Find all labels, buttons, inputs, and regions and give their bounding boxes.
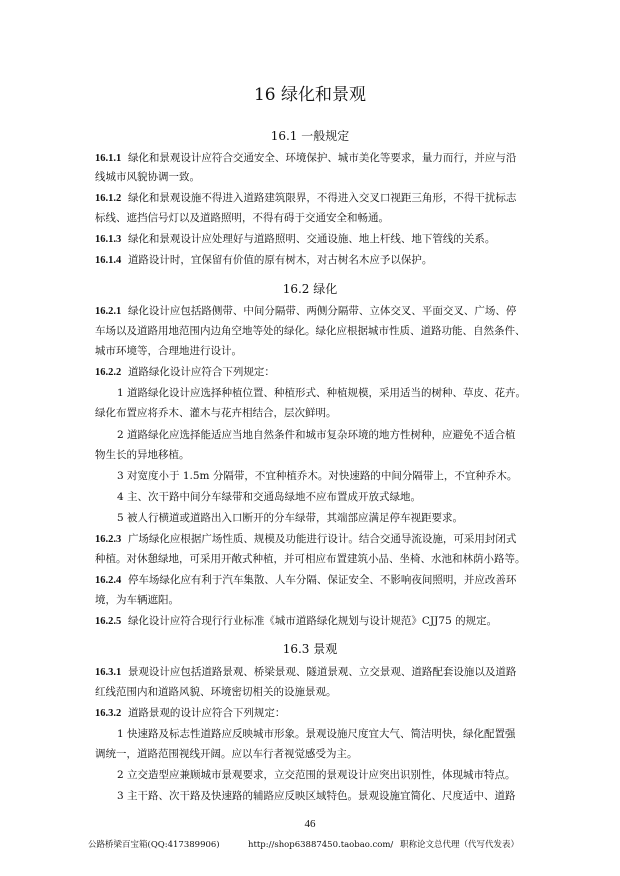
clause-line — [95, 232, 495, 247]
clause-line — [95, 253, 432, 268]
clause-line: 红线范围内和道路风貌、环境密切相关的设施景观。 — [95, 686, 337, 698]
footer-link[interactable]: http://shop63887450.taobao.com/ — [248, 840, 394, 850]
clause-number: 16.1.1 — [95, 153, 122, 164]
list-line: 4 主、次干路中间分车绿带和交通岛绿地不应布置成开放式绿地。 — [117, 491, 422, 503]
clause-number: 16.3.1 — [95, 667, 122, 678]
clause-line: 境，为车辆遮阳。 — [95, 594, 179, 606]
list-line: 调统一，道路范围视线开阔。应以车行者视觉感受为主。 — [95, 748, 358, 760]
clause-text: 景观设计应包括道路景观、桥梁景观、隧道景观、立交景观、道路配套设施以及道路 — [127, 666, 517, 678]
clause-text: 广场绿化应根据广场性质、规模及功能进行设计。结合交通导流设施，可采用封闭式 — [127, 533, 517, 545]
list-line: 物生长的异地移植。 — [95, 449, 190, 461]
clause-line — [95, 706, 285, 721]
clause-number: 16.2.5 — [95, 616, 122, 627]
clause-number: 16.2.2 — [95, 367, 122, 378]
clause-number: 16.1.4 — [95, 255, 122, 266]
clause-line — [95, 304, 516, 319]
clause-line — [95, 614, 497, 629]
clause-number: 16.1.3 — [95, 234, 122, 245]
list-line: 3 对宽度小于 1.5m 分隔带，不宜种植乔木。对快速路的中间分隔带上，不宜种乔木。 — [117, 470, 518, 482]
clause-line: 车场以及道路用地范围内边角空地等处的绿化。绿化应根据城市性质、道路功能、自然条件、 — [95, 325, 526, 337]
section-title-16-2: 16.2 绿化 — [282, 282, 338, 296]
list-line: 5 被人行横道或道路出入口断开的分车绿带，其端部应满足停车视距要求。 — [117, 512, 464, 524]
list-line: 3 主干路、次干路及快速路的辅路应反映区域特色。景观设施宜简化、尺度适中、道路 — [117, 790, 516, 802]
clause-line — [95, 365, 275, 380]
section-title-16-3: 16.3 景观 — [282, 642, 338, 656]
clause-line: 种植。对休憩绿地，可采用开敞式种植，并可相应布置建筑小品、坐椅、水池和林荫小路等。 — [95, 553, 526, 565]
clause-text: 绿化和景观设计应处理好与道路照明、交通设施、地上杆线、地下管线的关系。 — [127, 233, 496, 245]
footer-left: 公路桥梁百宝箱(QQ:417389906) — [88, 840, 220, 850]
list-line: 1 道路绿化设计应选择种植位置、种植形式、种植规模，采用适当的树种、草皮、花卉。 — [117, 387, 527, 399]
clause-text: 道路绿化设计应符合下列规定： — [127, 366, 275, 378]
clause-number: 16.2.4 — [95, 575, 122, 586]
clause-line: 标线、遮挡信号灯以及道路照明，不得有碍于交通安全和畅通。 — [95, 212, 389, 224]
clause-line — [95, 573, 516, 588]
clause-text: 绿化和景观设计应符合交通安全、环境保护、城市美化等要求，量力而行，并应与沿 — [127, 152, 517, 164]
clause-line — [95, 191, 516, 206]
clause-number: 16.2.1 — [95, 306, 122, 317]
list-line: 2 立交造型应兼顾城市景观要求，立交范围的景观设计应突出识别性，体现城市特点。 — [117, 769, 516, 781]
clause-line: 线城市风貌协调一致。 — [95, 171, 200, 183]
clause-line: 城市环境等，合理地进行设计。 — [95, 345, 242, 357]
list-line: 1 快速路及标志性道路应反映城市形象。景观设施尺度宜大气、简洁明快，绿化配置强 — [117, 728, 516, 740]
clause-text: 绿化设计应包括路侧带、中间分隔带、两侧分隔带、立体交叉、平面交叉、广场、停 — [127, 305, 517, 317]
page-title: 16 绿化和景观 — [253, 85, 367, 105]
list-line: 2 道路绿化应选择能适应当地自然条件和城市复杂环境的地方性树种，应避免不适合植 — [117, 429, 516, 441]
clause-text: 道路景观的设计应符合下列规定： — [127, 707, 286, 719]
clause-line — [95, 532, 516, 547]
list-line: 绿化布置应将乔木、灌木与花卉相结合，层次鲜明。 — [95, 407, 337, 419]
clause-number: 16.3.2 — [95, 708, 122, 719]
clause-number: 16.1.2 — [95, 193, 122, 204]
clause-line — [95, 151, 516, 166]
clause-text: 绿化设计应符合现行行业标准《城市道路绿化规划与设计规范》CJJ75 的规定。 — [127, 615, 498, 627]
clause-text: 道路设计时，宜保留有价值的原有树木，对古树名木应予以保护。 — [127, 254, 433, 266]
clause-text: 停车场绿化应有利于汽车集散、人车分隔、保证安全、不影响夜间照明，并应改善环 — [127, 574, 517, 586]
page-number: 46 — [304, 818, 316, 830]
footer-right: 职称论文总代理（代写代发表） — [400, 840, 520, 850]
clause-number: 16.2.3 — [95, 534, 122, 545]
clause-line — [95, 665, 516, 680]
clause-text: 绿化和景观设施不得进入道路建筑限界，不得进入交叉口视距三角形，不得干扰标志 — [127, 192, 517, 204]
section-title-16-1: 16.1 一般规定 — [270, 129, 350, 143]
